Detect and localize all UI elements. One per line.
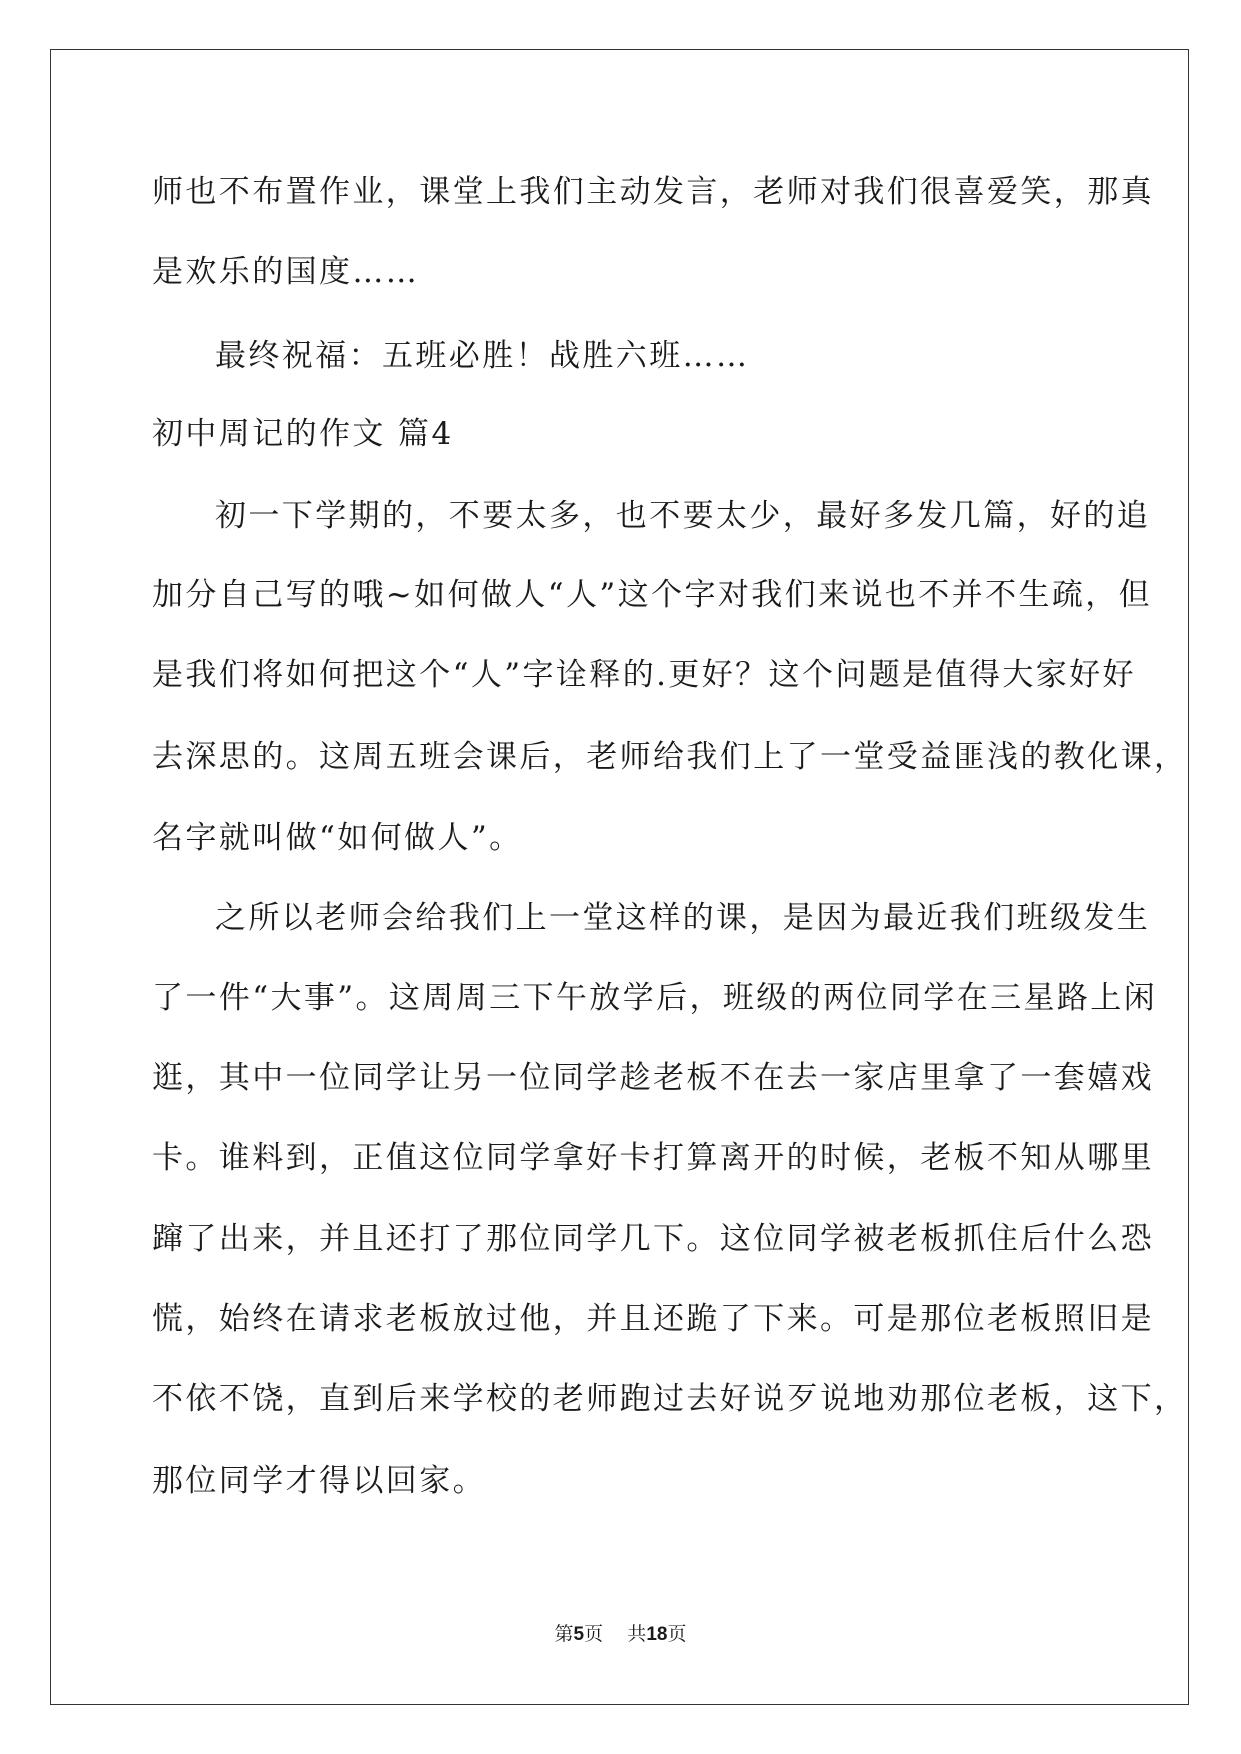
footer-prefix: 第	[554, 1623, 574, 1645]
text-line: 师也不布置作业，课堂上我们主动发言，老师对我们很喜爱笑，那真	[152, 174, 1154, 210]
page-footer	[0, 1622, 1241, 1647]
footer-page-number: 5	[573, 1624, 585, 1645]
footer-total-pages: 18	[646, 1624, 668, 1645]
text-line: 之所以老师会给我们上一堂这样的课，是因为最近我们班级发生	[215, 900, 1151, 936]
text-line: 最终祝福：五班必胜！战胜六班……	[215, 338, 750, 374]
text-line: 那位同学才得以回家。	[152, 1463, 486, 1499]
section-heading: 初中周记的作文 篇4	[152, 416, 454, 452]
footer-total-unit: 页	[667, 1623, 687, 1645]
text-line: 是我们将如何把这个“人”字诠释的.更好？这个问题是值得大家好好	[152, 657, 1136, 693]
page-border	[50, 49, 1189, 1705]
text-line: 名字就叫做“如何做人”。	[152, 820, 523, 856]
text-line: 了一件“大事”。这周周三下午放学后，班级的两位同学在三星路上闲	[152, 980, 1158, 1016]
text-line: 卡。谁料到，正值这位同学拿好卡打算离开的时候，老板不知从哪里	[152, 1140, 1154, 1176]
text-line: 蹿了出来，并且还打了那位同学几下。这位同学被老板抓住后什么恐	[152, 1221, 1154, 1257]
text-line: 慌，始终在请求老板放过他，并且还跪了下来。可是那位老板照旧是	[152, 1301, 1154, 1337]
text-line: 加分自己写的哦~如何做人“人”这个字对我们来说也不并不生疏，但	[152, 577, 1153, 613]
text-line: 初一下学期的，不要太多，也不要太少，最好多发几篇，好的追	[215, 498, 1151, 534]
text-line: 不依不饶，直到后来学校的老师跑过去好说歹说地劝那位老板，这下，	[152, 1381, 1188, 1417]
text-line: 逛，其中一位同学让另一位同学趁老板不在去一家店里拿了一套嬉戏	[152, 1060, 1154, 1096]
text-line: 去深思的。这周五班会课后，老师给我们上了一堂受益匪浅的教化课，	[152, 739, 1188, 775]
footer-page-unit: 页	[584, 1623, 604, 1645]
footer-total-prefix: 共	[627, 1623, 647, 1645]
text-line: 是欢乐的国度……	[152, 254, 420, 290]
